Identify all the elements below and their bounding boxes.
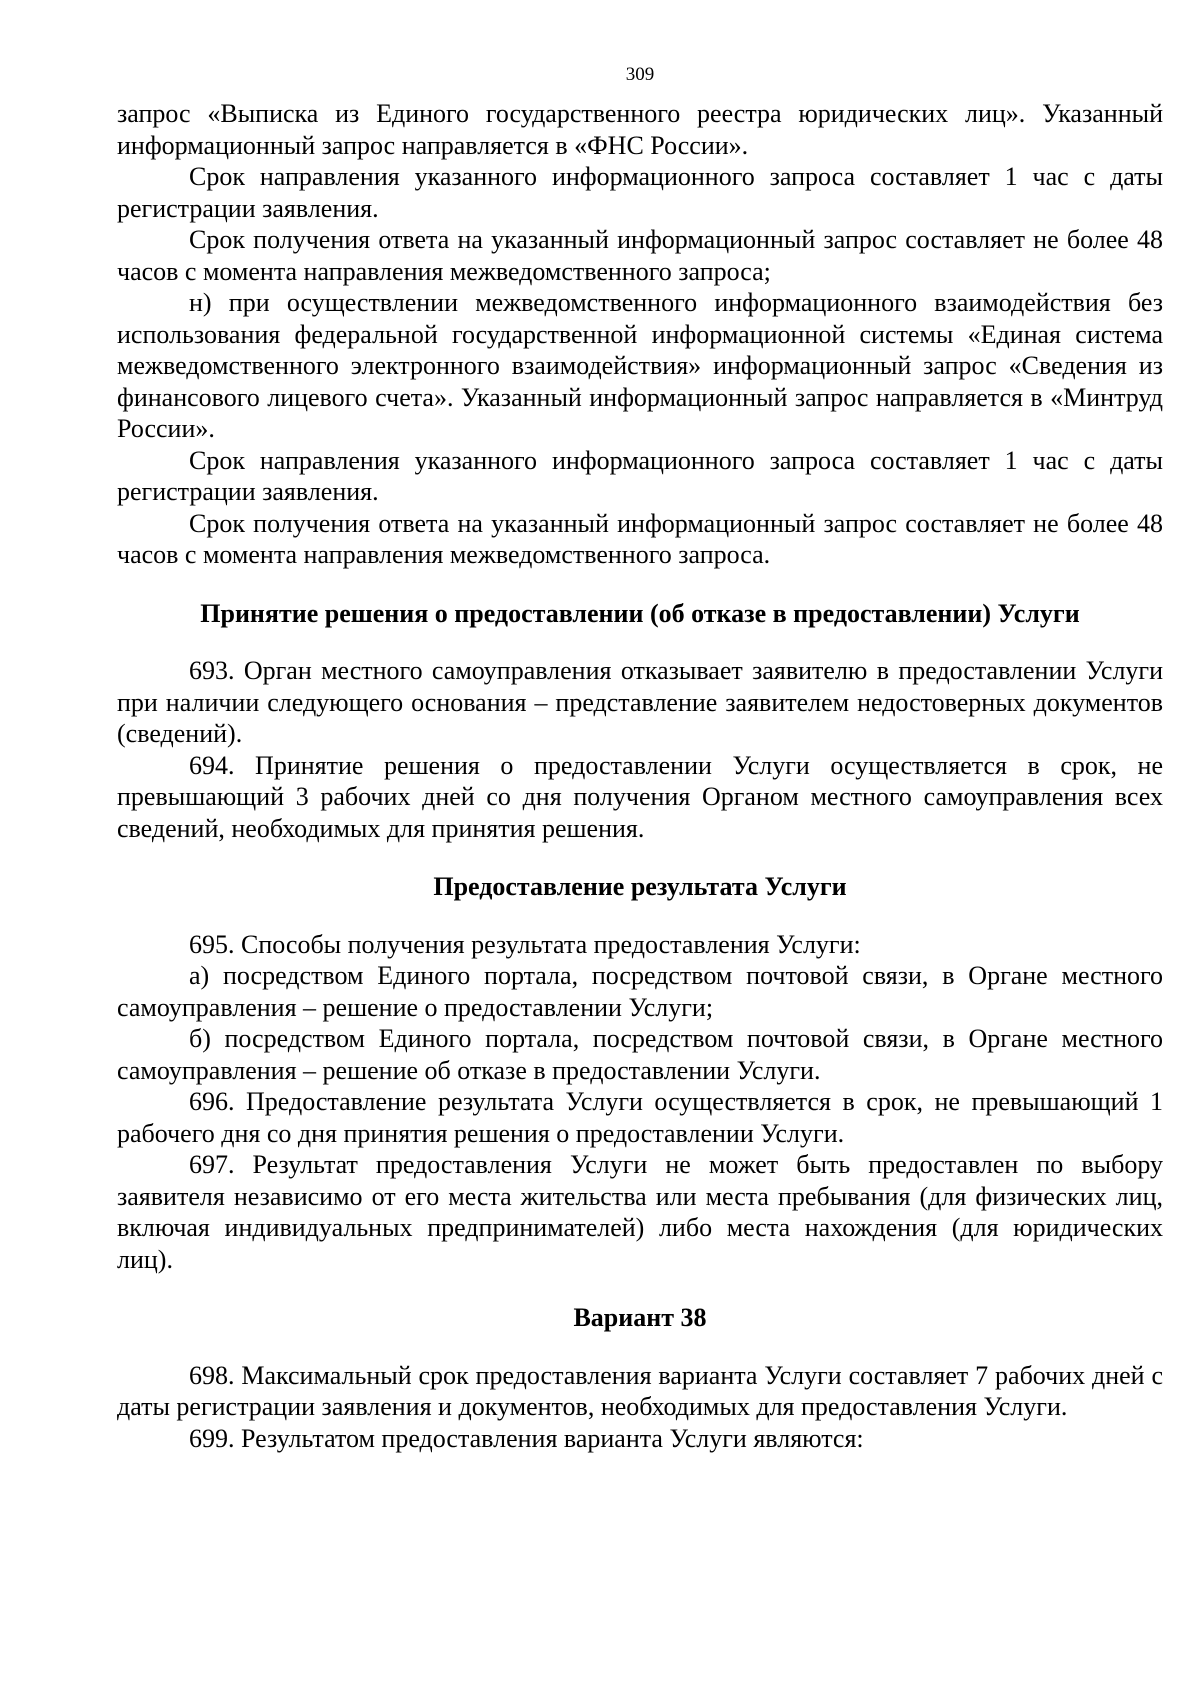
paragraph: 696. Предоставление результата Услуги осуществляется в срок, не превышающий 1 рабочего дня со дня принятия решения о предоставлении Услуги.	[117, 1087, 1163, 1148]
paragraph: 693. Орган местного самоуправления отказывает заявителю в предоставлении Услуги при наличии следующего основания – представление заявителем недостоверных документов (сведений).	[117, 656, 1163, 748]
section-result	[117, 929, 1163, 1276]
paragraph: 694. Принятие решения о предоставлении Услуги осуществляется в срок, не превышающий 3 рабочих дней со дня получения Органом местного самоуправления всех сведений, необходимых для принятия решения.	[117, 750, 1163, 843]
paragraph: Срок получения ответа на указанный информационный запрос составляет не более 48 часов с момента направления межведомственного запроса.	[117, 508, 1163, 569]
paragraph: Срок получения ответа на указанный информационный запрос составляет не более 48 часов с момента направления межведомственного запроса;	[117, 225, 1163, 286]
paragraph: н) при осуществлении межведомственного информационного взаимодействия без использования федеральной государственной информационной системы «Единая система межведомственного электронного взаимодействия» информационный запрос «Сведения из финансового лицевого счета». Указанный информационный запрос направляется в «Минтруд России».	[117, 288, 1163, 443]
section-decision	[117, 655, 1163, 844]
paragraph: Срок направления указанного информационного запроса составляет 1 час с даты регистрации заявления.	[117, 162, 1163, 223]
section-heading: Предоставление результата Услуги	[433, 872, 847, 901]
paragraph: 697. Результат предоставления Услуги не может быть предоставлен по выбору заявителя независимо от его места жительства или места пребывания (для физических лиц, включая индивидуальных предпринимателей) либо места нахождения (для юридических лиц).	[117, 1150, 1163, 1274]
section-variant-38	[117, 1360, 1163, 1455]
paragraph: 699. Результатом предоставления варианта Услуги являются:	[189, 1423, 864, 1453]
section-interagency-requests	[117, 98, 1163, 571]
paragraph: а) посредством Единого портала, посредством почтовой связи, в Органе местного самоуправления – решение о предоставлении Услуги;	[117, 961, 1163, 1022]
document-page	[117, 62, 1163, 1454]
paragraph: Срок направления указанного информационного запроса составляет 1 час с даты регистрации заявления.	[117, 445, 1163, 506]
paragraph: запрос «Выписка из Единого государственного реестра юридических лиц». Указанный информационный запрос направляется в «ФНС России».	[117, 99, 1163, 160]
paragraph: 698. Максимальный срок предоставления варианта Услуги составляет 7 рабочих дней с даты регистрации заявления и документов, необходимых для предоставления Услуги.	[117, 1360, 1163, 1421]
paragraph: 695. Способы получения результата предоставления Услуги:	[189, 929, 861, 959]
section-heading: Вариант 38	[573, 1303, 707, 1332]
page-number: 309	[625, 64, 655, 85]
paragraph: б) посредством Единого портала, посредством почтовой связи, в Органе местного самоуправления – решение об отказе в предоставлении Услуги.	[117, 1024, 1163, 1085]
section-heading: Принятие решения о предоставлении (об отказе в предоставлении) Услуги	[200, 598, 1080, 628]
